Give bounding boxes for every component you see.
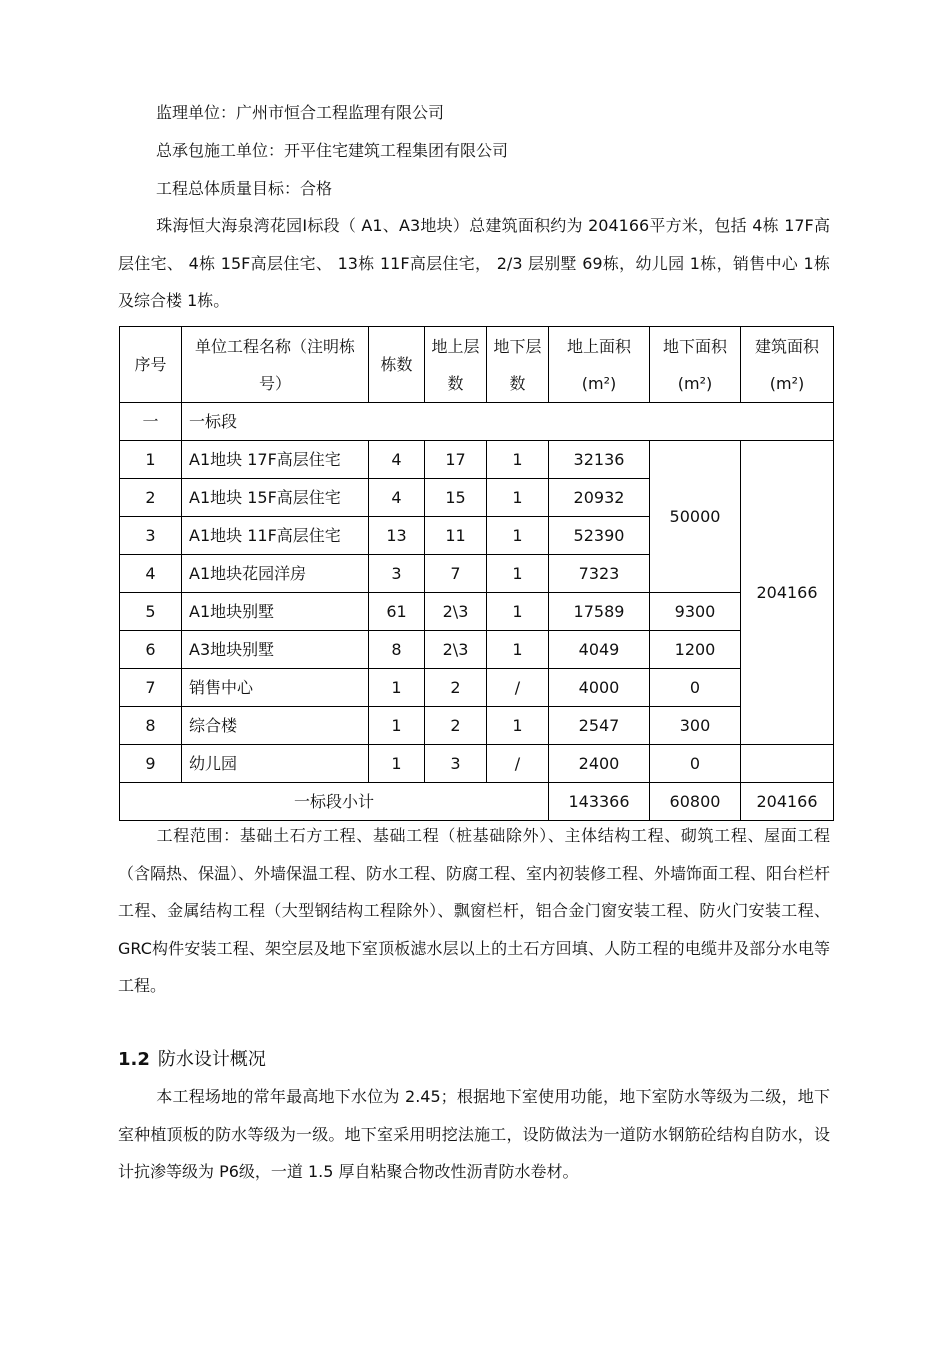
- section-seq: 一: [120, 403, 182, 441]
- contractor-line: 总承包施工单位：开平住宅建筑工程集团有限公司: [156, 141, 509, 160]
- subtotal-total-area: 204166: [741, 783, 834, 821]
- waterproof-paragraph: [118, 1078, 830, 1191]
- section-row: [120, 403, 834, 441]
- cell-count: 1: [369, 707, 425, 745]
- cell-name: A1地块别墅: [182, 593, 369, 631]
- cell-below-floors: 1: [487, 631, 549, 669]
- cell-below-floors: 1: [487, 593, 549, 631]
- cell-above-floors: 17: [425, 441, 487, 479]
- cell-below-floors: 1: [487, 555, 549, 593]
- section-name: 一标段: [182, 403, 834, 441]
- cell-below-floors: 1: [487, 441, 549, 479]
- cell-seq: 6: [120, 631, 182, 669]
- cell-count: 4: [369, 441, 425, 479]
- header-total-area: 建筑面积(m²): [741, 327, 834, 403]
- cell-name: A3地块别墅: [182, 631, 369, 669]
- cell-above-area: 7323: [549, 555, 650, 593]
- cell-above-area: 4000: [549, 669, 650, 707]
- cell-above-floors: 2\3: [425, 593, 487, 631]
- header-seq: 序号: [120, 327, 182, 403]
- scope-paragraph: [118, 817, 830, 1005]
- cell-above-area: 4049: [549, 631, 650, 669]
- cell-above-floors: 11: [425, 517, 487, 555]
- summary-text: 珠海恒大海泉湾花园Ⅰ标段（ A1、A3地块）总建筑面积约为 204166平方米，包括 4栋 17F高层住宅、 4栋 15F高层住宅、 13栋 11F高层住宅， 2/3 层别墅 69栋，幼儿园 1栋，销售中心 1栋及综合楼 1栋。: [118, 216, 830, 310]
- cell-name: 综合楼: [182, 707, 369, 745]
- cell-above-floors: 15: [425, 479, 487, 517]
- cell-above-floors: 7: [425, 555, 487, 593]
- cell-count: 1: [369, 669, 425, 707]
- section-heading: [118, 1048, 266, 1072]
- cell-above-floors: 2: [425, 707, 487, 745]
- merged-below-area: 50000: [650, 441, 741, 593]
- cell-below-floors: 1: [487, 479, 549, 517]
- cell-seq: 8: [120, 707, 182, 745]
- merged-total-area: 204166: [741, 441, 834, 745]
- cell-below-floors: /: [487, 669, 549, 707]
- scope-text: 工程范围：基础土石方工程、基础工程（桩基础除外）、主体结构工程、砌筑工程、屋面工程（含隔热、保温）、外墙保温工程、防水工程、防腐工程、室内初装修工程、外墙饰面工程、阳台栏杆工程、金属结构工程（大型钢结构工程除外）、飘窗栏杆，铝合金门窗安装工程、防火门安装工程、 GRC构件安装工程、架空层及地下室顶板滤水层以上的土石方回填、人防工程的电缆井及部分水电等工程。: [118, 826, 831, 995]
- subtotal-above-area: 143366: [549, 783, 650, 821]
- cell-count: 8: [369, 631, 425, 669]
- header-above-floors: 地上层数: [425, 327, 487, 403]
- cell-seq: 1: [120, 441, 182, 479]
- subtotal-below-area: 60800: [650, 783, 741, 821]
- cell-below-floors: /: [487, 745, 549, 783]
- table-row: [120, 593, 834, 631]
- table-header-row: [120, 327, 834, 403]
- waterproof-text: 本工程场地的常年最高地下水位为 2.45；根据地下室使用功能，地下室防水等级为二级，地下室种植顶板的防水等级为一级。地下室采用明挖法施工，设防做法为一道防水钢筋砼结构自防水，设计抗渗等级为 P6级，一道 1.5 厚自粘聚合物改性沥青防水卷材。: [118, 1087, 830, 1181]
- cell-count: 3: [369, 555, 425, 593]
- cell-seq: 7: [120, 669, 182, 707]
- cell-name: 销售中心: [182, 669, 369, 707]
- cell-seq: 3: [120, 517, 182, 555]
- table-row: [120, 441, 834, 479]
- cell-below-area: 0: [650, 745, 741, 783]
- cell-seq: 9: [120, 745, 182, 783]
- cell-name: A1地块花园洋房: [182, 555, 369, 593]
- cell-below-area: 0: [650, 669, 741, 707]
- cell-count: 13: [369, 517, 425, 555]
- header-name: 单位工程名称（注明栋号）: [182, 327, 369, 403]
- cell-name: 幼儿园: [182, 745, 369, 783]
- cell-above-area: 2547: [549, 707, 650, 745]
- cell-seq: 2: [120, 479, 182, 517]
- supervisor-line: 监理单位：广州市恒合工程监理有限公司: [156, 103, 445, 122]
- summary-paragraph: [118, 207, 830, 320]
- quality-line: 工程总体质量目标：合格: [156, 179, 333, 198]
- table-row: [120, 669, 834, 707]
- project-table: [119, 326, 834, 821]
- cell-above-area: 2400: [549, 745, 650, 783]
- cell-above-area: 20932: [549, 479, 650, 517]
- header-count: 栋数: [369, 327, 425, 403]
- cell-seq: 5: [120, 593, 182, 631]
- subtotal-row: [120, 783, 834, 821]
- table-row: [120, 707, 834, 745]
- cell-count: 61: [369, 593, 425, 631]
- cell-above-floors: 3: [425, 745, 487, 783]
- cell-above-area: 52390: [549, 517, 650, 555]
- table-row: [120, 745, 834, 783]
- section-title: 防水设计概况: [157, 1049, 266, 1070]
- cell-below-area: 1200: [650, 631, 741, 669]
- cell-name: A1地块 17F高层住宅: [182, 441, 369, 479]
- cell-seq: 4: [120, 555, 182, 593]
- cell-below-floors: 1: [487, 517, 549, 555]
- cell-name: A1地块 15F高层住宅: [182, 479, 369, 517]
- cell-above-floors: 2: [425, 669, 487, 707]
- cell-below-area: 9300: [650, 593, 741, 631]
- section-number: 1.2: [118, 1049, 150, 1070]
- cell-above-area: 32136: [549, 441, 650, 479]
- header-below-area: 地下面积(m²): [650, 327, 741, 403]
- subtotal-label: 一标段小计: [120, 783, 549, 821]
- cell-count: 1: [369, 745, 425, 783]
- cell-name: A1地块 11F高层住宅: [182, 517, 369, 555]
- cell-empty: [741, 745, 834, 783]
- header-below-floors: 地下层数: [487, 327, 549, 403]
- cell-count: 4: [369, 479, 425, 517]
- table-row: [120, 631, 834, 669]
- cell-above-floors: 2\3: [425, 631, 487, 669]
- cell-above-area: 17589: [549, 593, 650, 631]
- header-above-area: 地上面积(m²): [549, 327, 650, 403]
- cell-below-area: 300: [650, 707, 741, 745]
- cell-below-floors: 1: [487, 707, 549, 745]
